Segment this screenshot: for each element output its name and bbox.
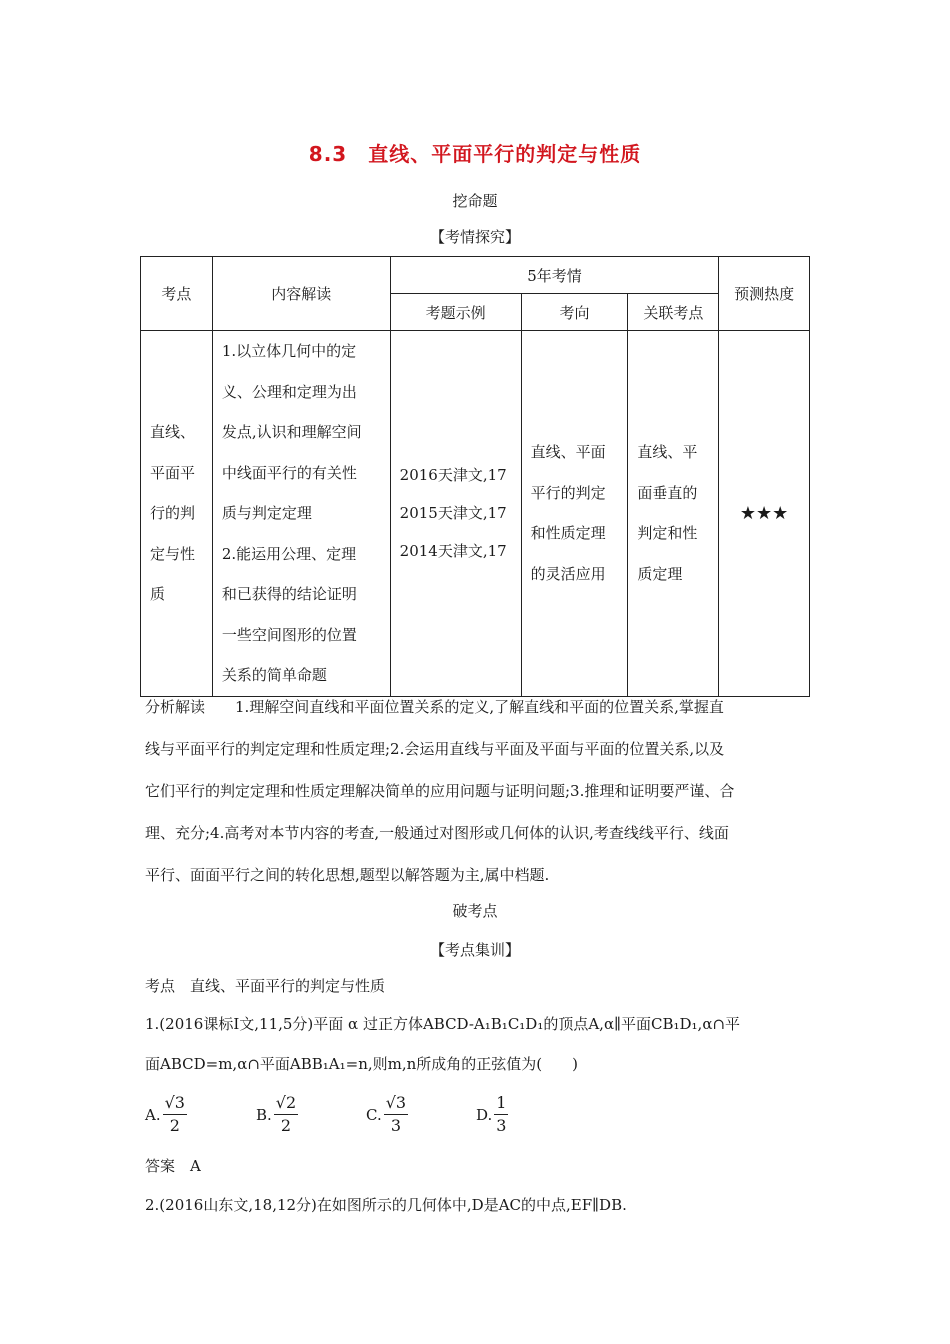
exam-analysis-table [140,256,810,697]
cell-kaoxiang: 直线、平面 平行的判定 和性质定理 的灵活应用 [521,331,628,697]
cell-guanlian: 直线、平 面垂直的 判定和性 质定理 [628,331,719,697]
section-heading-wamingti: 挖命题 [452,192,498,210]
subsection-heading-kaoqing: 【考情探究】 [429,228,520,246]
option-b: B. $\frac{√2}{2}$ [256,1093,297,1135]
header-shili: 考题示例 [390,294,521,331]
header-kaoxiang: 考向 [521,294,628,331]
header-redu: 预测热度 [719,257,810,331]
header-5year: 5年考情 [390,257,719,294]
header-kaodian: 考点 [141,257,213,331]
cell-redu-stars: ★★★ [719,331,810,697]
cell-kaodian: 直线、 平面平 行的判 定与性 质 [141,331,213,697]
kaodian-heading: 考点 直线、平面平行的判定与性质 [145,977,386,995]
option-d: D. $\frac{1}{3}$ [476,1093,507,1135]
subsection-heading-jixun: 【考点集训】 [429,941,520,959]
cell-neirong: 1.以立体几何中的定 义、公理和定理为出 发点,认识和理解空间 中线面平行的有关性 质与判定定理 2.能运用公理、定理 和已获得的结论证明 一些空间图形的位置 关系的简单命题 [212,331,390,697]
cell-shili: 2016天津文,17 2015天津文,17 2014天津文,17 [390,331,521,697]
section-heading-pokaodian: 破考点 [452,902,498,920]
analysis-paragraph: 分析解读 1.理解空间直线和平面位置关系的定义,了解直线和平面的位置关系,掌握直 线与平面平行的判定定理和性质定理;2.会运用直线与平面及平面与平面的位置关系,以及 它们平行的判定定理和性质定理解决简单的应用问题与证明问题;3.推理和证明要严谨、合 理、充分;4.高考对本节内容的考查,一般通过对图形或几何体的认识,考查线线平行、线面 平行、面面平行之间的转化思想,题型以解答题为主,属中档题. [145,698,735,884]
question-1-line-1: 1.(2016课标Ⅰ文,11,5分)平面 α 过正方体ABCD-A₁B₁C₁D₁的顶点A,α∥平面CB₁D₁,α∩平 [145,1015,741,1033]
answer-line: 答案 A [145,1157,201,1175]
header-guanlian: 关联考点 [628,294,719,331]
header-neirong: 内容解读 [212,257,390,331]
section-title: 8.3 直线、平面平行的判定与性质 [308,142,642,166]
option-c: C. $\frac{√3}{3}$ [366,1093,407,1135]
question-1-line-2: 面ABCD=m,α∩平面ABB₁A₁=n,则m,n所成角的正弦值为( ) [145,1055,578,1073]
question-2-line: 2.(2016山东文,18,12分)在如图所示的几何体中,D是AC的中点,EF∥DB. [145,1196,627,1214]
option-a: A. $\frac{√3}{2}$ [145,1093,185,1135]
